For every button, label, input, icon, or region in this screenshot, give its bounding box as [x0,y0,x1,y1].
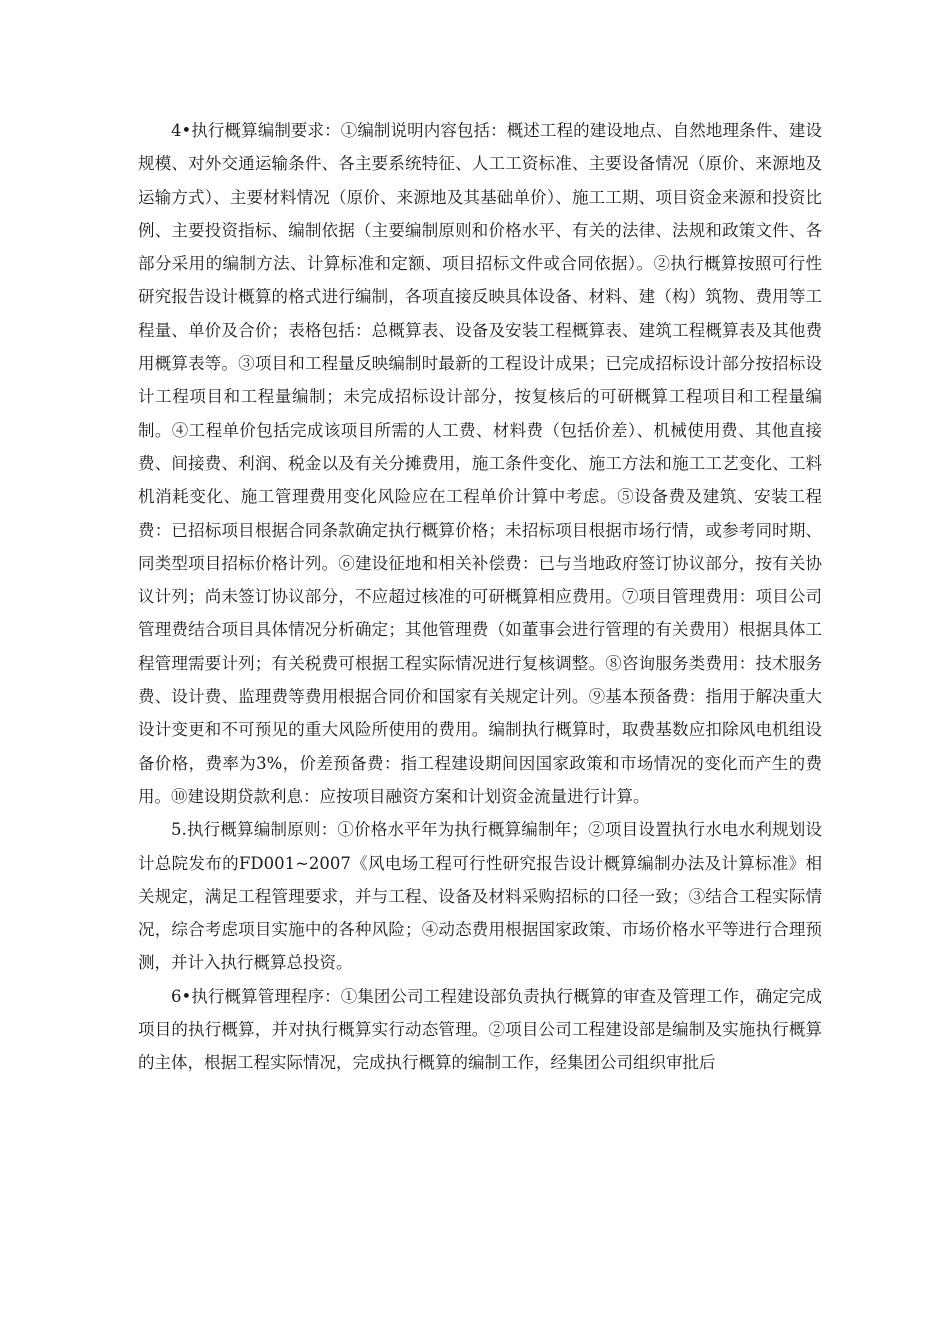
paragraph-execution-budget-requirements: 4•执行概算编制要求：①编制说明内容包括：概述工程的建设地点、自然地理条件、建设规模、对外交通运输条件、各主要系统特征、人工工资标准、主要设备情况（原价、来源地及运输方式）、主要材料情况（原价、来源地及其基础单价）、施工工期、项目资金来源和投资比例、主要投资指标、编制依据（主要编制原则和价格水平、有关的法律、法规和政策文件、各部分采用的编制方法、计算标准和定额、项目招标文件或合同依据）。②执行概算按照可行性研究报告设计概算的格式进行编制，各项直接反映具体设备、材料、建（构）筑物、费用等工程量、单价及合价；表格包括：总概算表、设备及安装工程概算表、建筑工程概算表及其他费用概算表等。③项目和工程量反映编制时最新的工程设计成果；已完成招标设计部分按招标设计工程项目和工程量编制；未完成招标设计部分，按复核后的可研概算工程项目和工程量编制。④工程单价包括完成该项目所需的人工费、材料费（包括价差）、机械使用费、其他直接费、间接费、利润、税金以及有关分摊费用，施工条件变化、施工方法和施工工艺变化、工料机消耗变化、施工管理费用变化风险应在工程单价计算中考虑。⑤设备费及建筑、安装工程费：已招标项目根据合同条款确定执行概算价格；未招标项目根据市场行情，或参考同时期、同类型项目招标价格计列。⑥建设征地和相关补偿费：已与当地政府签订协议部分，按有关协议计列；尚未签订协议部分，不应超过核准的可研概算相应费用。⑦项目管理费用：项目公司管理费结合项目具体情况分析确定；其他管理费（如董事会进行管理的有关费用）根据具体工程管理需要计列；有关税费可根据工程实际情况进行复核调整。⑧咨询服务类费用：技术服务费、设计费、监理费等费用根据合同价和国家有关规定计列。⑨基本预备费：指用于解决重大设计变更和不可预见的重大风险所使用的费用。编制执行概算时，取费基数应扣除风电机组设备价格，费率为3%，价差预备费：指工程建设期间因国家政策和市场情况的变化而产生的费用。⑩建设期贷款利息：应按项目融资方案和计划资金流量进行计算。 [138,121,822,806]
paragraph-execution-budget-procedure: 6•执行概算管理程序：①集团公司工程建设部负责执行概算的审查及管理工作，确定完成项目的执行概算，并对执行概算实行动态管理。②项目公司工程建设部是编制及实施执行概算的主体，根据工程实际情况，完成执行概算的编制工作，经集团公司组织审批后 [138,986,822,1073]
paragraph-execution-budget-principles: 5.执行概算编制原则：①价格水平年为执行概算编制年；②项目设置执行水电水利规划设计总院发布的FD001~2007《风电场工程可行性研究报告设计概算编制办法及计算标准》相关规定，满足工程管理要求，并与工程、设备及材料采购招标的口径一致；③结合工程实际情况，综合考虑项目实施中的各种风险；④动态费用根据国家政策、市场价格水平等进行合理预测，并计入执行概算总投资。 [138,820,822,973]
document-body [138,114,822,1080]
